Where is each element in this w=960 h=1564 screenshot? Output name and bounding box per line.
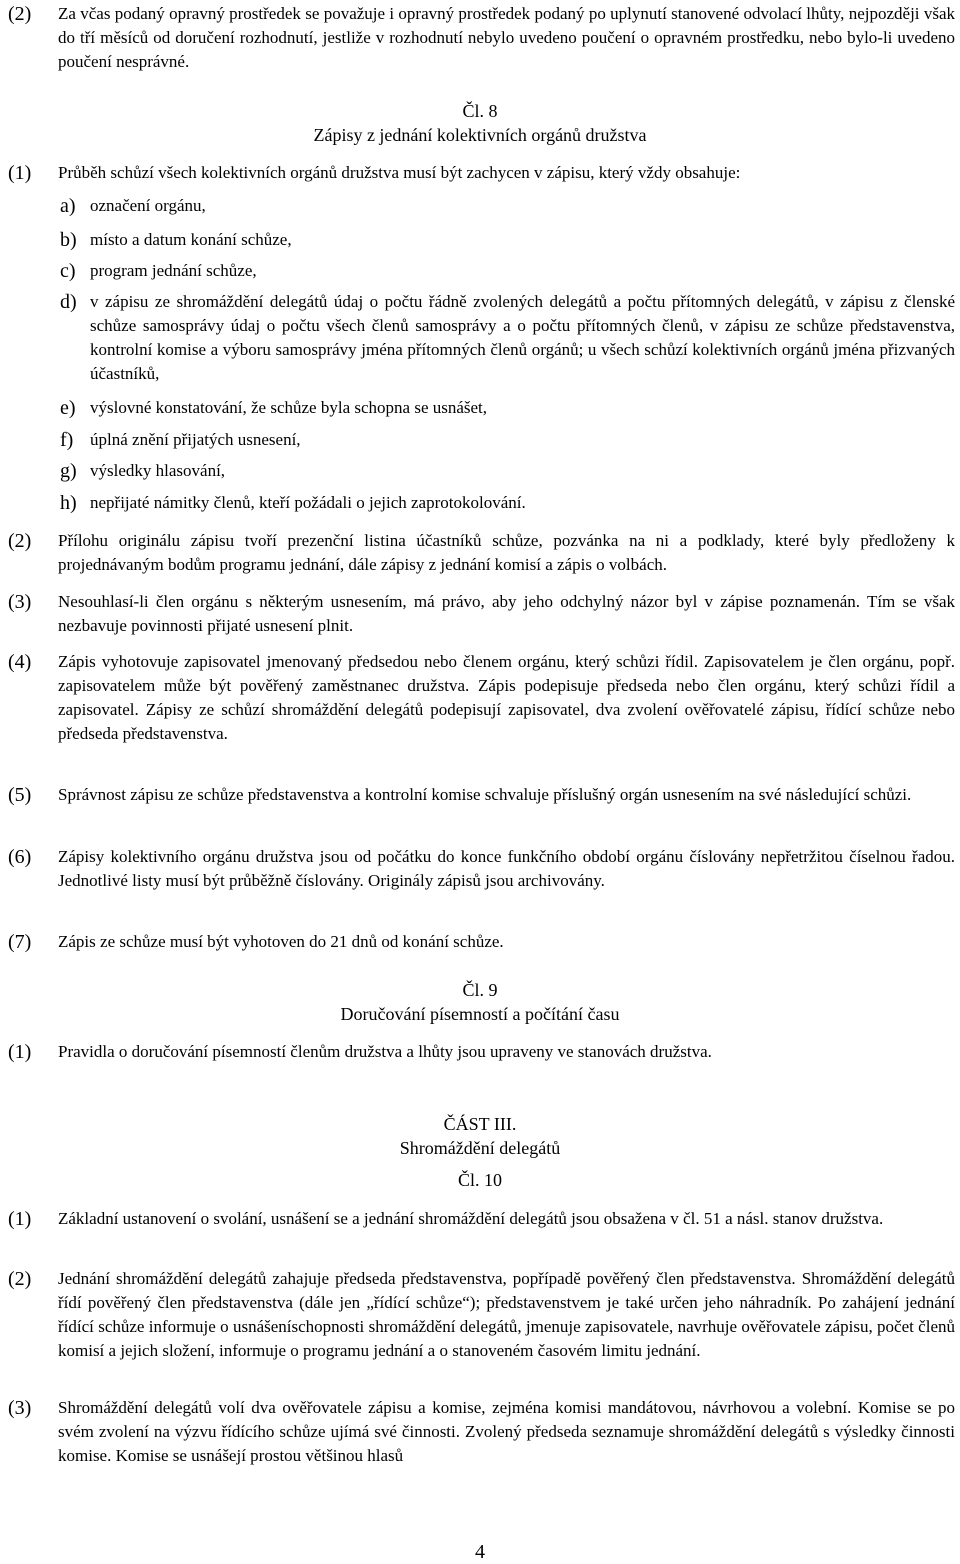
paragraph-text: Průběh schůzí všech kolektivních orgánů družstva musí být zachycen v zápisu, který vždy obsahuje: [58, 163, 741, 182]
paragraph-number: (7) [8, 931, 32, 953]
list-item-text: program jednání schůze, [90, 261, 257, 280]
article-8-paragraph-1 [0, 161, 960, 185]
part-3-title: Shromáždění delegátů [399, 1138, 561, 1158]
list-item [0, 396, 960, 420]
article-10-paragraph-1 [0, 1207, 960, 1231]
paragraph-text: Nesouhlasí-li člen orgánu s některým usnesením, má právo, aby jeho odchylný názor byl v zápise poznamenán. Tím se však nezbavuje povinnosti přijaté usnesení plnit. [58, 592, 955, 635]
article-8-paragraph-5 [0, 783, 960, 807]
paragraph-text: Jednání shromáždění delegátů zahajuje předseda představenstva, popřípadě pověřený člen představenstva. Shromáždění delegátů řídí pověřený člen představenstva (dále jen „řídící schůze“); představenstvem je také určen jeho náhradník. Po zahájení jednání řídící schůze informuje o usnášeníschopnosti shromáždění delegátů, jmenuje zapisovatele, navrhuje ověřovatele zápisu, počet členů komisí a jejich složení, informuje o programu jednání a o stanoveném časovém limitu jednání. [58, 1269, 955, 1360]
article-8-paragraph-6 [0, 845, 960, 893]
list-item-letter: a) [60, 195, 76, 217]
part-3-heading: ČÁST III. [443, 1114, 517, 1134]
list-item-letter: c) [60, 260, 76, 282]
list-item-text: označení orgánu, [90, 196, 206, 215]
article-8-paragraph-2 [0, 529, 960, 577]
article-8-title: Zápisy z jednání kolektivních orgánů družstva [313, 125, 647, 145]
list-item-letter: b) [60, 229, 77, 251]
list-item-text: výsledky hlasování, [90, 461, 226, 480]
page-number: 4 [475, 1541, 485, 1563]
list-item-letter: e) [60, 397, 76, 419]
paragraph-number: (3) [8, 1397, 32, 1419]
article-9-heading: Čl. 9 [462, 980, 498, 1000]
paragraph-text: Zápisy kolektivního orgánu družstva jsou od počátku do konce funkčního období orgánu číslovány nepřetržitou číselnou řadou. Jednotlivé listy musí být průběžně číslovány. Originály zápisů jsou archivovány. [58, 847, 955, 890]
paragraph-number: (4) [8, 651, 32, 673]
list-item [0, 259, 960, 283]
paragraph-number: (2) [8, 3, 32, 25]
paragraph-text: Přílohu originálu zápisu tvoří prezenční listina účastníků schůze, pozvánka na ni a podklady, které byly předloženy k projednávaným bodům programu jednání, dále zápisy z jednání komisí a zápis o volbách. [58, 531, 955, 574]
list-item-letter: h) [60, 492, 77, 514]
paragraph-text: Shromáždění delegátů volí dva ověřovatele zápisu a komise, zejména komisi mandátovou, návrhovou a volební. Komise se po svém zvolení na výzvu řídícího schůze ujímá své činnosti. Zvolený předseda seznamuje shromáždění delegátů s výsledky činnosti komise. Komise se usnášejí prostou většinou hlasů [58, 1398, 955, 1465]
paragraph-number: (3) [8, 591, 32, 613]
article-8-paragraph-4 [0, 650, 960, 746]
article-9-paragraph-1 [0, 1040, 960, 1064]
article-8-paragraph-3 [0, 590, 960, 638]
paragraph-number: (5) [8, 784, 32, 806]
paragraph-number: (2) [8, 530, 32, 552]
paragraph-text: Za včas podaný opravný prostředek se považuje i opravný prostředek podaný po uplynutí stanovené odvolací lhůty, nejpozději však do tří měsíců od doručení rozhodnutí, jestliže v rozhodnutí nebylo uvedeno poučení o opravném prostředku, nebo bylo-li uvedeno poučení nesprávné. [58, 4, 955, 71]
list-item-text: výslovné konstatování, že schůze byla schopna se usnášet, [90, 398, 488, 417]
article-8-paragraph-7 [0, 930, 960, 954]
paragraph-number: (1) [8, 162, 32, 184]
list-item-text: místo a datum konání schůze, [90, 230, 292, 249]
list-item [0, 228, 960, 252]
paragraph-2-appeal [0, 2, 960, 74]
list-item [0, 428, 960, 452]
paragraph-text: Správnost zápisu ze schůze představenstva a kontrolní komise schvaluje příslušný orgán usnesením na své následující schůzi. [58, 785, 912, 804]
list-item-letter: g) [60, 460, 77, 482]
list-item [0, 290, 960, 386]
article-10-paragraph-2 [0, 1267, 960, 1363]
paragraph-text: Zápis vyhotovuje zapisovatel jmenovaný předsedou nebo členem orgánu, který schůzi řídil. Zapisovatelem je člen orgánu, popř. zapisovatelem může být pověřený zaměstnanec družstva. Zápis podepisuje předseda nebo člen orgánu, který schůzi řídil a zapisovatel. Zápisy ze schůzí shromáždění delegátů podepisují zapisovatel, dva zvolení ověřovatelé zápisu, řídící schůze nebo předseda představenstva. [58, 652, 955, 743]
paragraph-number: (6) [8, 846, 32, 868]
paragraph-text: Zápis ze schůze musí být vyhotoven do 21 dnů od konání schůze. [58, 932, 504, 951]
list-item-letter: f) [60, 429, 74, 451]
paragraph-text: Základní ustanovení o svolání, usnášení se a jednání shromáždění delegátů jsou obsažena v čl. 51 a násl. stanov družstva. [58, 1209, 884, 1228]
list-item [0, 459, 960, 483]
list-item [0, 491, 960, 515]
list-item-text: úplná znění přijatých usnesení, [90, 430, 301, 449]
paragraph-text: Pravidla o doručování písemností členům družstva a lhůty jsou upraveny ve stanovách družstva. [58, 1042, 712, 1061]
paragraph-number: (1) [8, 1041, 32, 1063]
list-item-text: nepřijaté námitky členů, kteří požádali o jejich zaprotokolování. [90, 493, 526, 512]
article-10-paragraph-3 [0, 1396, 960, 1468]
list-item [0, 194, 960, 218]
article-9-title: Doručování písemností a počítání času [340, 1004, 620, 1024]
list-item-letter: d) [60, 291, 77, 313]
article-8-heading: Čl. 8 [462, 101, 498, 121]
list-item-text: v zápisu ze shromáždění delegátů údaj o počtu řádně zvolených delegátů a počtu přítomných delegátů, v zápisu z členské schůze samosprávy údaj o počtu všech členů samosprávy a o počtu přítomných členů, v zápisu ze schůze představenstva, kontrolní komise a výboru samosprávy jména přítomných členů orgánů; u všech schůzí kolektivních orgánů jména přizvaných účastníků, [90, 292, 955, 383]
article-10-heading: Čl. 10 [457, 1170, 502, 1190]
paragraph-number: (2) [8, 1268, 32, 1290]
paragraph-number: (1) [8, 1208, 32, 1230]
